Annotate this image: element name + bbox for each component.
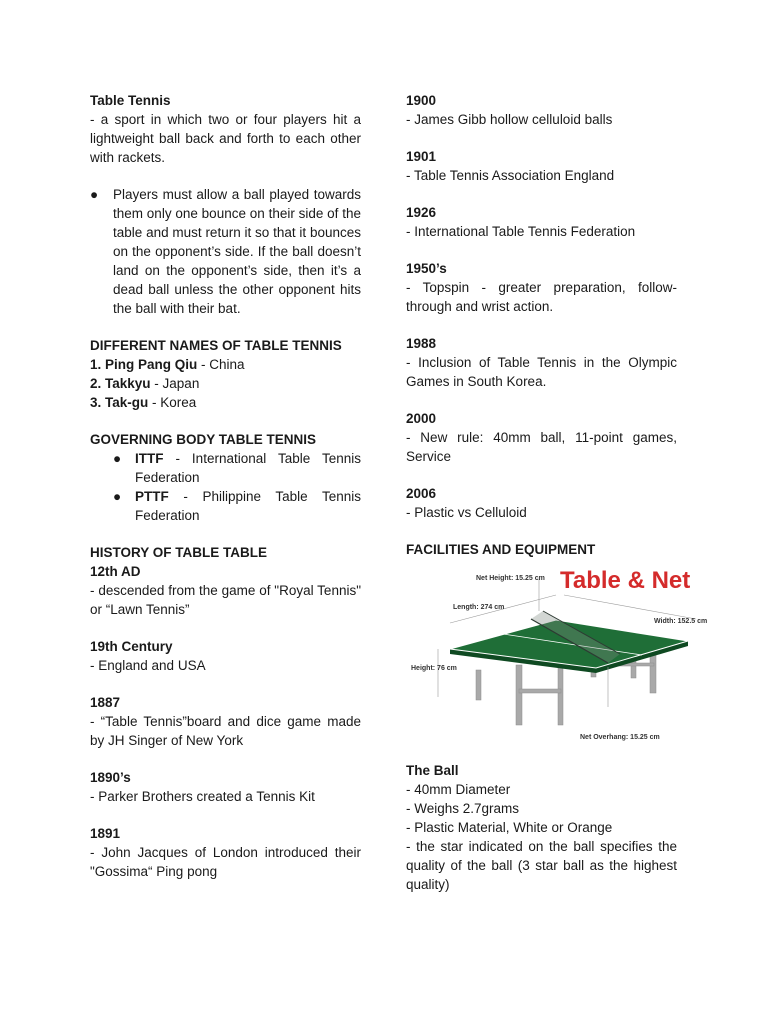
width-dimension bbox=[564, 595, 696, 619]
history-year: 1988 bbox=[406, 336, 437, 351]
name-item: 1. Ping Pang Qiu - China bbox=[90, 357, 245, 372]
bullet-icon: ● bbox=[90, 187, 99, 202]
history-text: - John Jacques of London introduced their "Gossima“ Ping pong bbox=[90, 845, 361, 879]
name-item: 2. Takkyu - Japan bbox=[90, 376, 200, 391]
ball-item: - Plastic Material, White or Orange bbox=[406, 820, 613, 835]
names-heading: DIFFERENT NAMES OF TABLE TENNIS bbox=[90, 338, 342, 353]
history-year: 1950’s bbox=[406, 261, 447, 276]
history-text: - International Table Tennis Federation bbox=[406, 224, 636, 239]
ball-heading: The Ball bbox=[406, 763, 459, 778]
history-text: - England and USA bbox=[90, 658, 206, 673]
history-year: 1926 bbox=[406, 205, 437, 220]
rule-bullet bbox=[90, 185, 361, 318]
history-year: 1887 bbox=[90, 695, 121, 710]
table-leg bbox=[516, 665, 522, 725]
history-heading: HISTORY OF TABLE TABLE bbox=[90, 545, 268, 560]
figure-title: Table & Net bbox=[560, 567, 691, 594]
net-overhang-label: Net Overhang: 15.25 cm bbox=[580, 734, 660, 741]
rule-text: Players must allow a ball played towards them only one bounce on their side of the table and must return it so that it bounces on the opponent’s side. If the ball doesn’t land on the opponent’s side, then it’s a dead ball unless the other opponent hits the ball with their bat. bbox=[113, 187, 361, 316]
governing-item: ● PTTF - Philippine Table Tennis Federation bbox=[113, 489, 361, 523]
ball-item: - 40mm Diameter bbox=[406, 782, 511, 797]
history-year: 12th AD bbox=[90, 564, 141, 579]
governing-heading: GOVERNING BODY TABLE TENNIS bbox=[90, 432, 317, 447]
facilities-heading: FACILITIES AND EQUIPMENT bbox=[406, 542, 596, 557]
table-leg bbox=[650, 655, 656, 693]
bullet-icon: ● bbox=[113, 451, 122, 466]
width-label: Width: 152.5 cm bbox=[654, 618, 708, 625]
height-label: Height: 76 cm bbox=[411, 665, 457, 672]
table-net-diagram bbox=[406, 567, 708, 747]
name-item: 3. Tak-gu - Korea bbox=[90, 395, 197, 410]
history-text: - Table Tennis Association England bbox=[406, 168, 615, 183]
table-leg bbox=[558, 665, 563, 725]
history-year: 1901 bbox=[406, 149, 437, 164]
history-text: - Parker Brothers created a Tennis Kit bbox=[90, 789, 315, 804]
table-leg bbox=[476, 670, 481, 700]
right-column bbox=[406, 91, 708, 894]
section-title: Table Tennis bbox=[90, 93, 171, 108]
history-year: 1891 bbox=[90, 826, 121, 841]
ball-item: - Weighs 2.7grams bbox=[406, 801, 520, 816]
governing-item: ● ITTF - International Table Tennis Federation bbox=[113, 451, 361, 485]
history-text: - James Gibb hollow celluloid balls bbox=[406, 112, 613, 127]
history-text: - descended from the game of "Royal Tennis" or “Lawn Tennis” bbox=[90, 583, 361, 617]
length-label: Length: 274 cm bbox=[453, 604, 505, 611]
history-year: 2006 bbox=[406, 486, 437, 501]
table-net-figure bbox=[406, 567, 708, 747]
net-height-label: Net Height: 15.25 cm bbox=[476, 575, 545, 582]
history-text: - New rule: 40mm ball, 11-point games, Service bbox=[406, 430, 677, 464]
left-column bbox=[90, 91, 361, 881]
history-year: 1890’s bbox=[90, 770, 131, 785]
history-year: 19th Century bbox=[90, 639, 173, 654]
history-text: - Inclusion of Table Tennis in the Olympic Games in South Korea. bbox=[406, 355, 677, 389]
history-year: 1900 bbox=[406, 93, 437, 108]
bullet-icon: ● bbox=[113, 489, 122, 504]
history-text: - Topspin - greater preparation, follow-through and wrist action. bbox=[406, 280, 677, 314]
history-text: - Plastic vs Celluloid bbox=[406, 505, 527, 520]
table-brace bbox=[519, 689, 561, 693]
definition-text: - a sport in which two or four players hit a lightweight ball back and forth to each other with rackets. bbox=[90, 112, 361, 165]
ball-item: - the star indicated on the ball specifies the quality of the ball (3 star ball as the highest quality) bbox=[406, 839, 677, 892]
history-text: - “Table Tennis”board and dice game made by JH Singer of New York bbox=[90, 714, 361, 748]
history-year: 2000 bbox=[406, 411, 437, 426]
